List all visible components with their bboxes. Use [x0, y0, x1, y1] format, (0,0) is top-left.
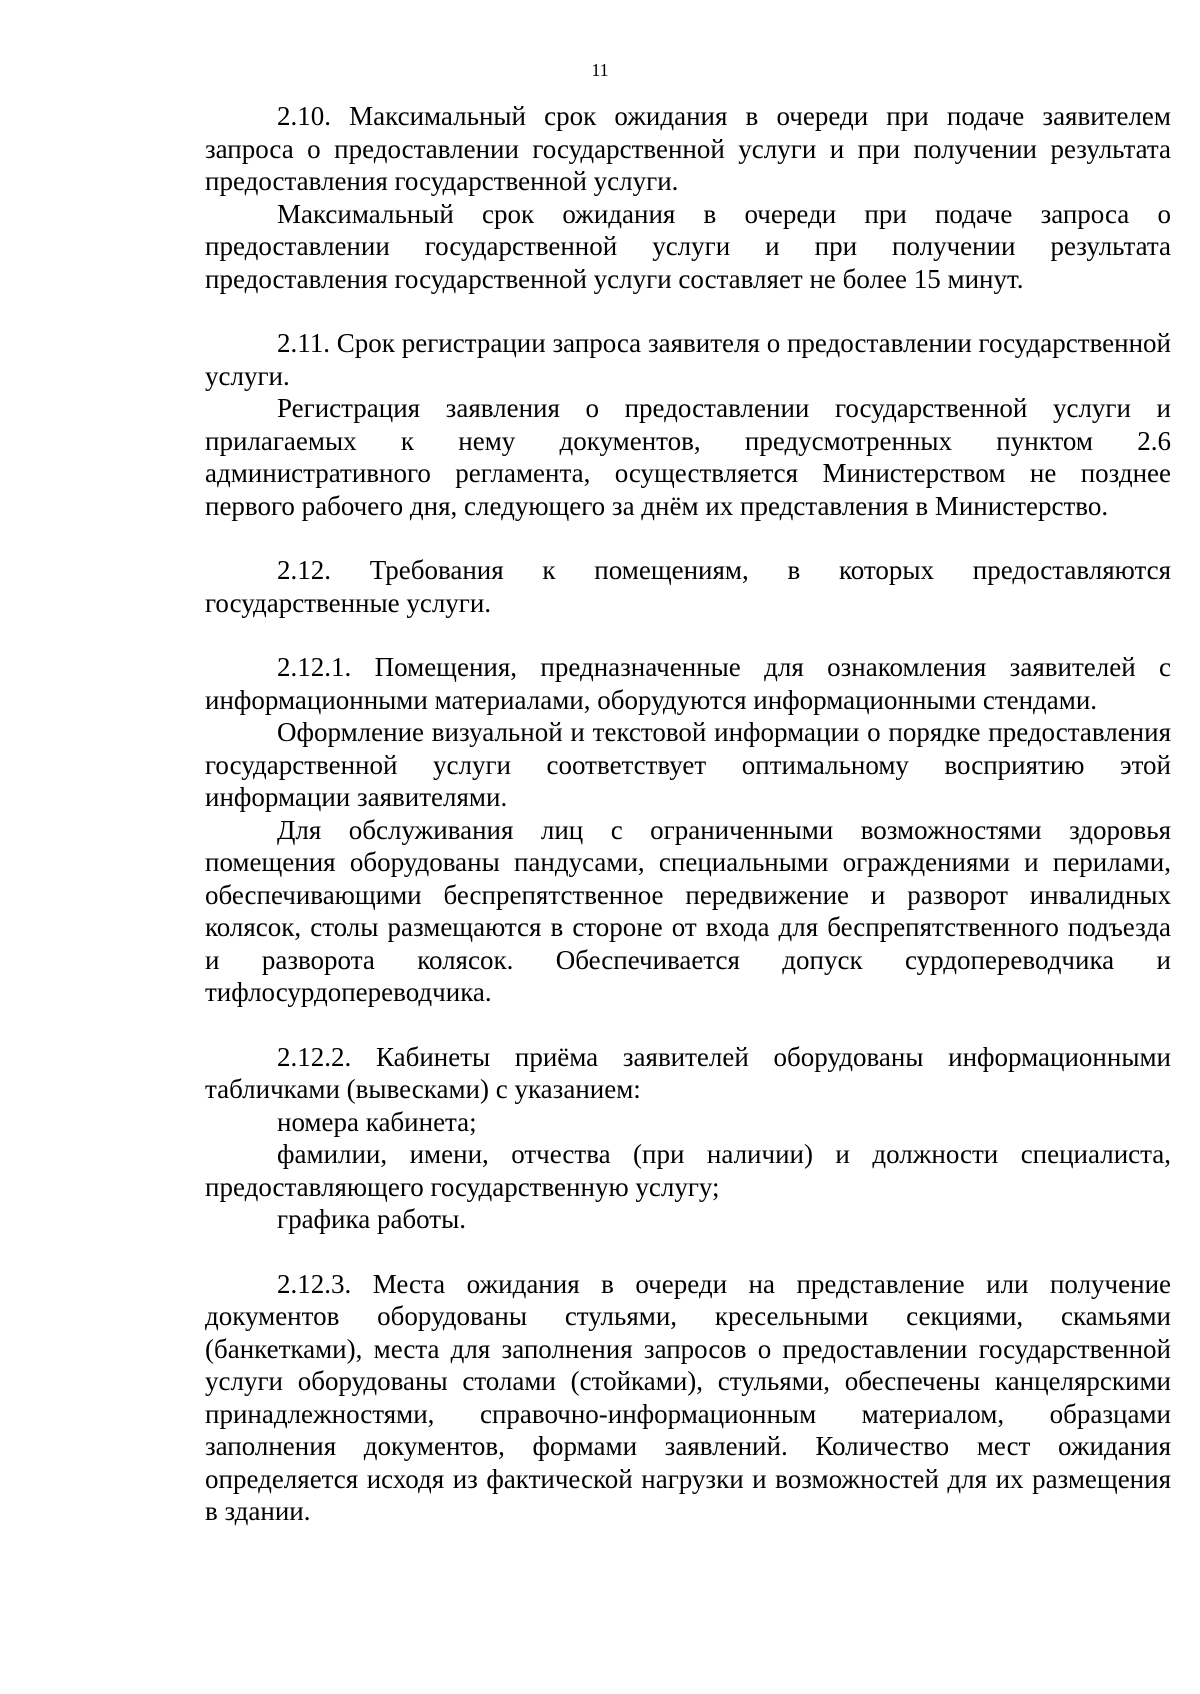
section-2-12-2-paragraph: 2.12.2. Кабинеты приёма заявителей оборудованы информационными табличками (вывесками) с указанием:	[205, 1041, 1171, 1104]
document-body	[205, 100, 1171, 1528]
section-2-12-1-design-paragraph: Оформление визуальной и текстовой информации о порядке предоставления государственной услуги соответствует оптимальному восприятию этой информации заявителями.	[205, 717, 1171, 812]
section-2-10-text: Максимальный срок ожидания в очереди при подаче запроса о предоставлении государственной услуги и при получении результата предоставления государственной услуги составляет не более 15 минут.	[205, 198, 1171, 294]
section-2-12-heading: 2.12. Требования к помещениям, в которых предоставляются государственные услуги.	[205, 555, 1171, 618]
list-item: номера кабинета;	[277, 1106, 477, 1137]
list-item: графика работы.	[277, 1204, 466, 1234]
section-2-12-1-paragraph: 2.12.1. Помещения, предназначенные для ознакомления заявителей с информационными материалами, оборудуются информационными стендами.	[205, 652, 1171, 715]
page-number: 11	[591, 60, 609, 80]
section-2-12-3-paragraph: 2.12.3. Места ожидания в очереди на представление или получение документов оборудованы стульями, кресельными секциями, скамьями (банкетками), места для заполнения запросов о предоставлении государственной услуги оборудованы столами (стойками), стульями, обеспечены канцелярскими принадлежностями, справочно-информационным материалом, образцами заполнения документов, формами заявлений. Количество мест ожидания определяется исходя из фактической нагрузки и возможностей для их размещения в здании.	[205, 1268, 1171, 1526]
list-item: фамилии, имени, отчества (при наличии) и должности специалиста, предоставляющего государственную услугу;	[205, 1139, 1171, 1202]
section-2-11-text: Регистрация заявления о предоставлении государственной услуги и прилагаемых к нему документов, предусмотренных пунктом 2.6 административного регламента, осуществляется Министерством не позднее первого рабочего дня, следующего за днём их представления в Министерство.	[205, 393, 1171, 521]
section-2-12-1-accessibility-paragraph: Для обслуживания лиц с ограниченными возможностями здоровья помещения оборудованы пандусами, специальными ограждениями и перилами, обеспечивающими беспрепятственное передвижение и разворот инвалидных колясок, столы размещаются в стороне от входа для беспрепятственного подъезда и разворота колясок. Обеспечивается допуск сурдопереводчика и тифлосурдопереводчика.	[205, 814, 1171, 1007]
section-2-11-heading: 2.11. Срок регистрации запроса заявителя о предоставлении государственной услуги.	[205, 328, 1171, 391]
section-2-10-heading: 2.10. Максимальный срок ожидания в очереди при подаче заявителем запроса о предоставлении государственной услуги и при получении результата предоставления государственной услуги.	[205, 101, 1171, 196]
